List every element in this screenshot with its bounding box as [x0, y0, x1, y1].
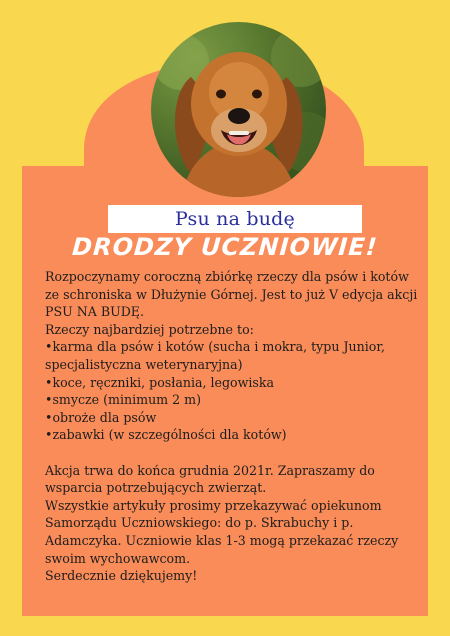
poster-title: Psu na budę: [175, 208, 295, 230]
campaign-info: Akcja trwa do końca grudnia 2021r. Zapraszamy do wsparcia potrzebujących zwierząt.: [45, 462, 375, 496]
list-item: • karma dla psów i kotów (sucha i mokra, typu Junior, specjalistyczna weterynaryjna): [45, 338, 420, 373]
greeting-heading: DRODZY UCZNIOWIE!: [71, 233, 379, 261]
list-item: • obroże dla psów: [45, 409, 420, 427]
list-item: • smycze (minimum 2 m): [45, 391, 420, 409]
dog-photo: [151, 22, 326, 197]
dog-illustration: [151, 22, 326, 197]
list-item: • zabawki (w szczególności dla kotów): [45, 426, 420, 444]
intro-paragraph: Rozpoczynamy coroczną zbiórkę rzeczy dla psów i kotów ze schroniska w Dłużynie Górnej. Jest to już V edycja akcji PSU NA BUDĘ.: [45, 269, 418, 320]
list-header: Rzeczy najbardziej potrzebne to:: [45, 321, 254, 337]
list-item: • koce, ręczniki, posłania, legowiska: [45, 374, 420, 392]
needed-items-list: [45, 338, 420, 444]
paragraph-gap: [45, 444, 420, 462]
title-banner: [108, 205, 362, 233]
thanks-line: Serdecznie dziękujemy!: [45, 568, 198, 584]
poster-body: [45, 268, 420, 585]
delivery-info: Wszystkie artykuły prosimy przekazywać opiekunom Samorządu Uczniowskiego: do p. Skrabuchy i p. Adamczyka. Uczniowie klas 1-3 mogą przekazać rzeczy swoim wychowawcom.: [45, 497, 399, 566]
